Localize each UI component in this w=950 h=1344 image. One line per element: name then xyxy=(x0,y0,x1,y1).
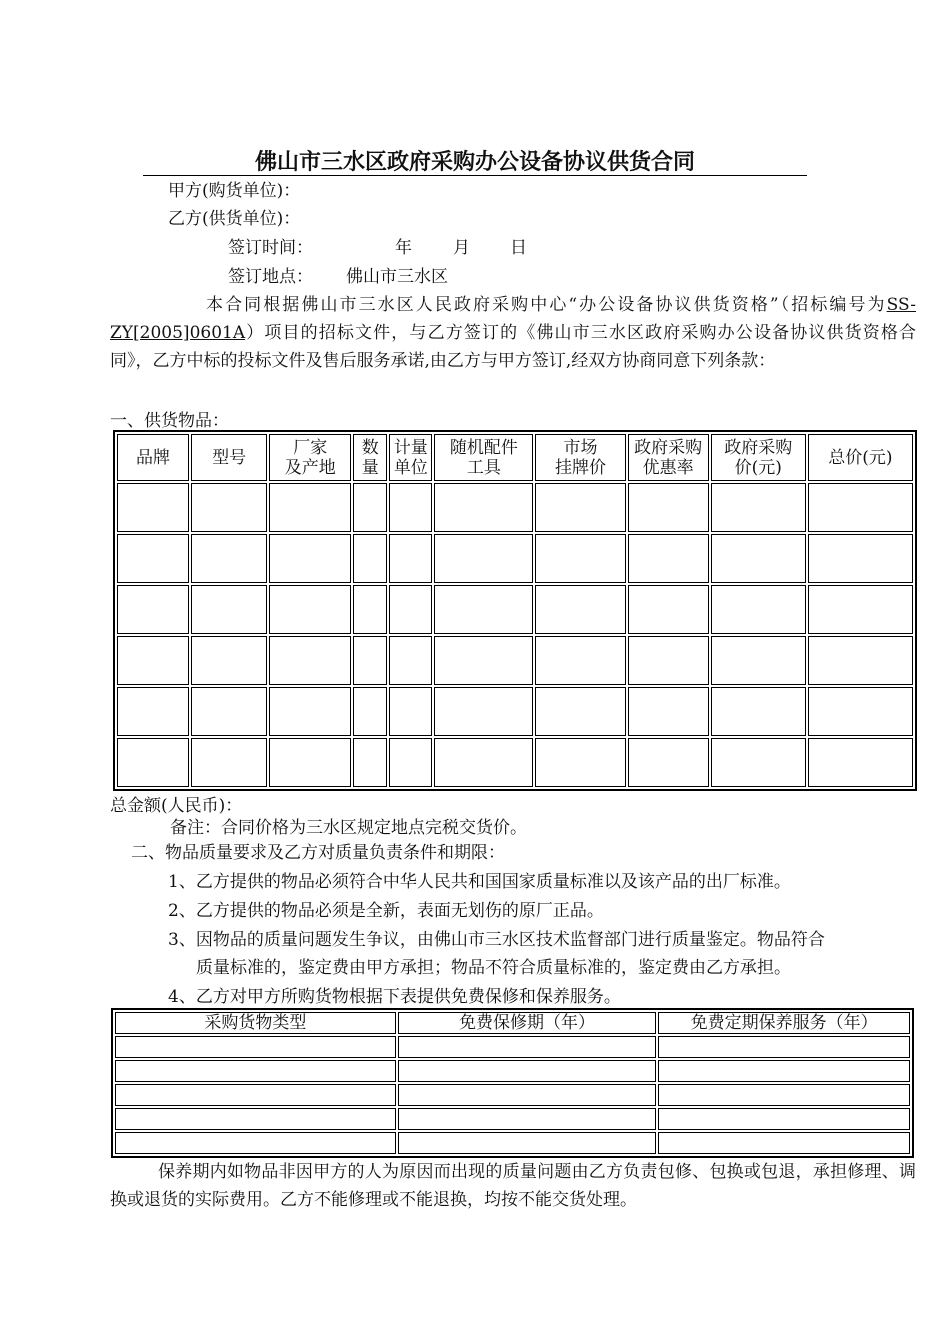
table-cell[interactable] xyxy=(535,738,625,787)
table-cell[interactable] xyxy=(808,687,913,736)
table-cell[interactable] xyxy=(628,738,709,787)
table-cell[interactable] xyxy=(434,483,533,532)
table-cell[interactable] xyxy=(398,1132,657,1154)
col-market-price: 市场 挂牌价 xyxy=(535,434,625,481)
warranty-table-header xyxy=(115,1012,910,1034)
table-cell[interactable] xyxy=(117,585,189,634)
table-cell[interactable] xyxy=(117,483,189,532)
col-discount-rate: 政府采购 优惠率 xyxy=(628,434,709,481)
table-cell[interactable] xyxy=(115,1108,396,1130)
table-cell[interactable] xyxy=(808,534,913,583)
table-cell[interactable] xyxy=(434,534,533,583)
table-cell[interactable] xyxy=(117,636,189,685)
total-amount-label: 总金额(人民币)： xyxy=(110,796,243,816)
table-cell[interactable] xyxy=(711,585,806,634)
table-cell[interactable] xyxy=(711,636,806,685)
table-row xyxy=(115,1060,910,1082)
section1-heading: 一、供货物品： xyxy=(110,411,229,431)
table-cell[interactable] xyxy=(353,483,387,532)
table-row xyxy=(117,636,913,685)
table-row xyxy=(115,1084,910,1106)
table-cell[interactable] xyxy=(434,636,533,685)
table-cell[interactable] xyxy=(628,687,709,736)
table-cell[interactable] xyxy=(191,585,267,634)
col-total-price: 总价(元) xyxy=(808,434,913,481)
table-cell[interactable] xyxy=(389,738,432,787)
table-cell[interactable] xyxy=(269,738,351,787)
table-cell[interactable] xyxy=(535,687,625,736)
table-cell[interactable] xyxy=(269,585,351,634)
col-unit: 计量 单位 xyxy=(389,434,432,481)
table-cell[interactable] xyxy=(115,1132,396,1154)
table-cell[interactable] xyxy=(398,1084,657,1106)
table-cell[interactable] xyxy=(628,585,709,634)
tender-code: SS-ZY[2005]0601A xyxy=(110,295,916,343)
table-cell[interactable] xyxy=(353,585,387,634)
table-cell[interactable] xyxy=(115,1084,396,1106)
table-cell[interactable] xyxy=(434,687,533,736)
table-cell[interactable] xyxy=(353,534,387,583)
contract-title: 佛山市三水区政府采购办公设备协议供货合同 xyxy=(143,149,807,176)
quality-item-1: 1、乙方提供的物品必须符合中华人民共和国国家质量标准以及该产品的出厂标准。 xyxy=(168,872,791,892)
table-cell[interactable] xyxy=(115,1060,396,1082)
table-cell[interactable] xyxy=(628,636,709,685)
table-cell[interactable] xyxy=(269,636,351,685)
table-cell[interactable] xyxy=(628,483,709,532)
col-accessories: 随机配件 工具 xyxy=(434,434,533,481)
table-row xyxy=(117,585,913,634)
date-month-label: 月 xyxy=(453,238,470,258)
table-cell[interactable] xyxy=(535,585,625,634)
table-cell[interactable] xyxy=(389,636,432,685)
table-cell[interactable] xyxy=(711,534,806,583)
table-row xyxy=(117,483,913,532)
table-cell[interactable] xyxy=(398,1108,657,1130)
warranty-table xyxy=(111,1008,914,1158)
col-model: 型号 xyxy=(191,434,267,481)
table-cell[interactable] xyxy=(658,1132,910,1154)
table-cell[interactable] xyxy=(389,687,432,736)
intro-text-1: 本合同根据佛山市三水区人民政府采购中心“办公设备协议供货资格”（招标编号为 xyxy=(206,295,887,315)
quality-item-2: 2、乙方提供的物品必须是全新，表面无划伤的原厂正品。 xyxy=(168,901,604,921)
table-cell[interactable] xyxy=(353,687,387,736)
date-day-label: 日 xyxy=(510,238,527,258)
table-cell[interactable] xyxy=(434,585,533,634)
sign-place-label: 签订地点： xyxy=(228,267,313,287)
table-cell[interactable] xyxy=(115,1036,396,1058)
table-cell[interactable] xyxy=(353,738,387,787)
table-cell[interactable] xyxy=(353,636,387,685)
table-cell[interactable] xyxy=(711,738,806,787)
col-goods-type: 采购货物类型 xyxy=(115,1012,396,1034)
goods-table xyxy=(113,430,917,791)
quality-item-4: 4、乙方对甲方所购货物根据下表提供免费保修和保养服务。 xyxy=(168,987,621,1007)
price-note: 备注：合同价格为三水区规定地点完税交货价。 xyxy=(170,818,527,838)
table-cell[interactable] xyxy=(389,534,432,583)
intro-text-2: ）项目的招标文件，与乙方签订的《佛山市三水区政府采购办公设备协议供货资格合同》，乙方中标的投标文件及售后服务承诺,由乙方与甲方签订,经双方协商同意下列条款： xyxy=(110,323,916,371)
table-cell[interactable] xyxy=(658,1084,910,1106)
table-cell[interactable] xyxy=(808,636,913,685)
col-maintenance-service: 免费定期保养服务（年） xyxy=(658,1012,910,1034)
col-gov-price: 政府采购 价(元) xyxy=(711,434,806,481)
table-cell[interactable] xyxy=(535,534,625,583)
table-row xyxy=(117,687,913,736)
date-year-label: 年 xyxy=(395,238,412,258)
table-cell[interactable] xyxy=(389,585,432,634)
sign-place-value: 佛山市三水区 xyxy=(346,267,448,287)
table-cell[interactable] xyxy=(117,687,189,736)
table-cell[interactable] xyxy=(269,534,351,583)
table-row xyxy=(115,1108,910,1130)
quality-item-3: 3、因物品的质量问题发生争议，由佛山市三水区技术监督部门进行质量鉴定。物品符合 xyxy=(168,930,825,950)
col-manufacturer: 厂家 及产地 xyxy=(269,434,351,481)
table-cell[interactable] xyxy=(117,534,189,583)
table-cell[interactable] xyxy=(658,1060,910,1082)
table-cell[interactable] xyxy=(269,687,351,736)
table-row xyxy=(117,534,913,583)
table-cell[interactable] xyxy=(398,1060,657,1082)
table-cell[interactable] xyxy=(191,738,267,787)
table-cell[interactable] xyxy=(191,534,267,583)
table-cell[interactable] xyxy=(711,687,806,736)
warranty-closing-paragraph: 保养期内如物品非因甲方的人为原因而出现的质量问题由乙方负责包修、包换或包退，承担修理、调换或退货的实际费用。乙方不能修理或不能退换，均按不能交货处理。 xyxy=(110,1162,916,1210)
table-cell[interactable] xyxy=(389,483,432,532)
table-cell[interactable] xyxy=(711,483,806,532)
table-cell[interactable] xyxy=(191,687,267,736)
table-cell[interactable] xyxy=(191,483,267,532)
table-cell[interactable] xyxy=(398,1036,657,1058)
table-cell[interactable] xyxy=(808,483,913,532)
col-warranty-period: 免费保修期（年） xyxy=(398,1012,657,1034)
col-brand: 品牌 xyxy=(117,434,189,481)
table-cell[interactable] xyxy=(628,534,709,583)
table-cell[interactable] xyxy=(269,483,351,532)
table-cell[interactable] xyxy=(535,483,625,532)
party-b-label: 乙方(供货单位)： xyxy=(168,209,301,229)
table-row xyxy=(115,1036,910,1058)
table-cell[interactable] xyxy=(117,738,189,787)
table-cell[interactable] xyxy=(535,636,625,685)
table-cell[interactable] xyxy=(658,1036,910,1058)
goods-table-header xyxy=(117,434,913,481)
table-cell[interactable] xyxy=(434,738,533,787)
intro-paragraph xyxy=(110,291,916,375)
quality-item-3-cont: 质量标准的，鉴定费由甲方承担；物品不符合质量标准的，鉴定费由乙方承担。 xyxy=(196,958,791,978)
table-cell[interactable] xyxy=(658,1108,910,1130)
table-cell[interactable] xyxy=(808,738,913,787)
table-cell[interactable] xyxy=(191,636,267,685)
col-quantity: 数 量 xyxy=(353,434,387,481)
table-cell[interactable] xyxy=(808,585,913,634)
table-row xyxy=(115,1132,910,1154)
table-row xyxy=(117,738,913,787)
sign-time-label: 签订时间： xyxy=(228,238,313,258)
section2-heading: 二、物品质量要求及乙方对质量负责条件和期限： xyxy=(131,843,505,863)
party-a-label: 甲方(购货单位)： xyxy=(168,181,301,201)
